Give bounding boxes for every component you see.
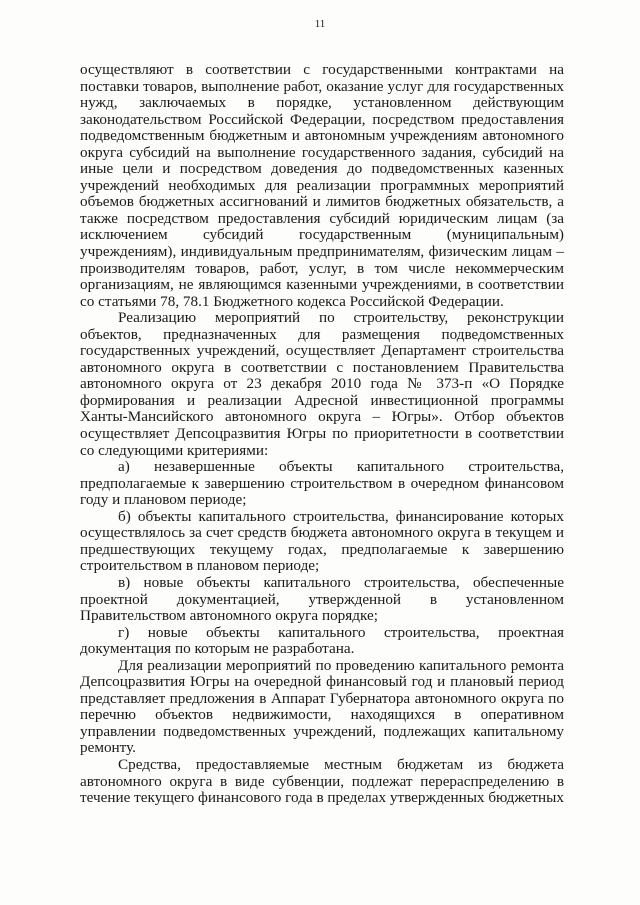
document-body	[80, 62, 564, 807]
paragraph-construction: Реализацию мероприятий по строительству, реконструкции объектов, предназначенных для размещения подведомственных государственных учреждений, осуществляет Департамент строительства автономного округа в соответствии с постановлением Правительства автономного округа от 23 декабря 2010 года № 373-п «О Порядке формирования и реализации Адресной инвестиционной программы Ханты-Мансийского автономного округа – Югры». Отбор объектов осуществляет Депсоцразвития Югры по приоритетности в соответствии со следующими критериями:	[80, 309, 564, 459]
paragraph-subventions: Средства, предоставляемые местным бюджетам из бюджета автономного округа в виде субвенции, подлежат перераспределению в течение текущего финансового года в пределах утвержденных бюджетных	[80, 755, 564, 807]
criterion-b: б) объекты капитального строительства, финансирование которых осуществлялось за счет средств бюджета автономного округа в текущем и предшествующих текущему годах, предполагаемые к завершению строительством в плановом периоде;	[80, 507, 564, 575]
criterion-g: г) новые объекты капитального строительства, проектная документация по которым не разработана.	[80, 623, 564, 658]
paragraph-capital-repair: Для реализации мероприятий по проведению капитального ремонта Депсоцразвития Югры на очередной финансовый год и плановый период представляет предложения в Аппарат Губернатора автономного округа по перечню объектов недвижимости, находящихся в оперативном управлении подведомственных учреждений, подлежащих капитальному ремонту.	[80, 656, 564, 757]
criterion-v: в) новые объекты капитального строительства, обеспеченные проектной документацией, утвержденной в установленном Правительством автономного округа порядке;	[80, 573, 564, 625]
criterion-a: а) незавершенные объекты капитального строительства, предполагаемые к завершению строительством в очередном финансовом году и плановом периоде;	[80, 458, 564, 509]
paragraph-continuation: осуществляют в соответствии с государственными контрактами на поставки товаров, выполнение работ, оказание услуг для государственных нужд, заключаемых в порядке, установленном действующим законодательством Российской Федерации, посредством предоставления подведомственным бюджетным и автономным учреждениям автономного округа субсидий на выполнение государственного задания, субсидий на иные цели и посредством доведения до подведомственных казенных учреждений необходимых для реализации программных мероприятий объемов бюджетных ассигнований и лимитов бюджетных обязательств, а также посредством предоставления субсидий юридическим лицам (за исключением субсидий государственным (муниципальным) учреждениям), индивидуальным предпринимателям, физическим лицам – производителям товаров, работ, услуг, в том числе некоммерческим организациям, не являющимся казенными учреждениями, в соответствии со статьями 78, 78.1 Бюджетного кодекса Российской Федерации.	[80, 61, 564, 310]
page-number: 11	[314, 18, 326, 30]
